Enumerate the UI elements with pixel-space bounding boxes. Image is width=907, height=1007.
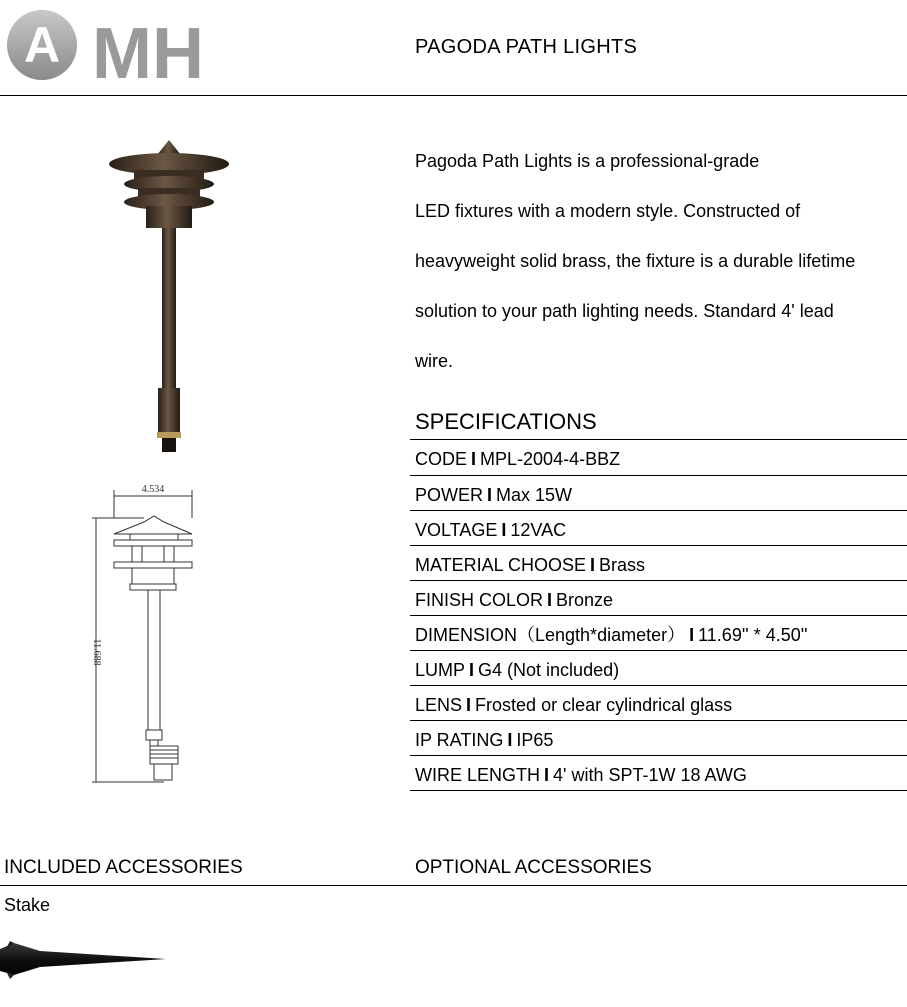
spec-row-ip-rating [410,721,907,756]
spec-label: DIMENSION（Length*diameter） [415,625,686,645]
spec-label: FINISH COLOR [415,590,544,610]
spec-label: LUMP [415,660,466,680]
spec-value: Bronze [556,590,614,610]
accessories-divider [0,885,907,886]
spec-separator: I [507,730,513,750]
spec-separator: I [544,765,550,785]
spec-row-wire-length [410,756,907,791]
spec-label: CODE [415,449,468,469]
drawing-width-label: 4.534 [141,484,165,495]
included-accessories-title: INCLUDED ACCESSORIES [4,857,243,878]
spec-label: MATERIAL CHOOSE [415,555,587,575]
spec-value: 11.69'' * 4.50'' [698,625,808,645]
drawing-height-label: 11.688 [91,638,102,666]
stake-image [0,935,170,985]
spec-row-power [410,476,907,511]
spec-row-lump [410,651,907,686]
spec-label: POWER [415,485,484,505]
spec-separator: I [590,555,596,575]
spec-row-material [410,546,907,581]
logo-text: MH [92,14,204,84]
spec-value: Frosted or clear cylindrical glass [475,695,733,715]
stake-label: Stake [4,895,51,915]
spec-value: 4' with SPT-1W 18 AWG [553,765,747,785]
description-line: Pagoda Path Lights is a professional-grade [415,151,760,171]
specifications-table [410,439,907,791]
header-divider [0,95,907,96]
spec-separator: I [689,625,695,645]
spec-row-finish-color [410,581,907,616]
spec-label: LENS [415,695,463,715]
spec-separator: I [501,520,507,540]
spec-separator: I [487,485,493,505]
product-photo [100,140,270,460]
spec-value: MPL-2004-4-BBZ [480,449,621,469]
dimension-drawing [84,482,224,787]
spec-separator: I [469,660,475,680]
spec-value: G4 (Not included) [478,660,620,680]
description-line: heavyweight solid brass, the fixture is a durable lifetime [415,251,856,271]
description-line: wire. [415,351,454,371]
description-line: solution to your path lighting needs. Standard 4' lead [415,301,834,321]
description-line: LED fixtures with a modern style. Constructed of [415,201,801,221]
spec-value: IP65 [516,730,554,750]
spec-row-lens [410,686,907,721]
spec-row-voltage [410,511,907,546]
spec-value: Max 15W [496,485,573,505]
spec-label: WIRE LENGTH [415,765,541,785]
optional-accessories-title: OPTIONAL ACCESSORIES [415,857,652,878]
spec-label: IP RATING [415,730,504,750]
logo-letter: A [23,17,61,73]
spec-separator: I [471,449,477,469]
spec-label: VOLTAGE [415,520,498,540]
spec-separator: I [466,695,472,715]
page-title: PAGODA PATH LIGHTS [415,36,638,58]
product-description [415,136,905,386]
spec-row-dimension [410,616,907,651]
spec-row-code [410,440,907,476]
spec-value: Brass [599,555,646,575]
brand-logo [6,6,216,84]
spec-separator: I [547,590,553,610]
spec-value: 12VAC [510,520,567,540]
specifications-title: SPECIFICATIONS [415,409,597,434]
